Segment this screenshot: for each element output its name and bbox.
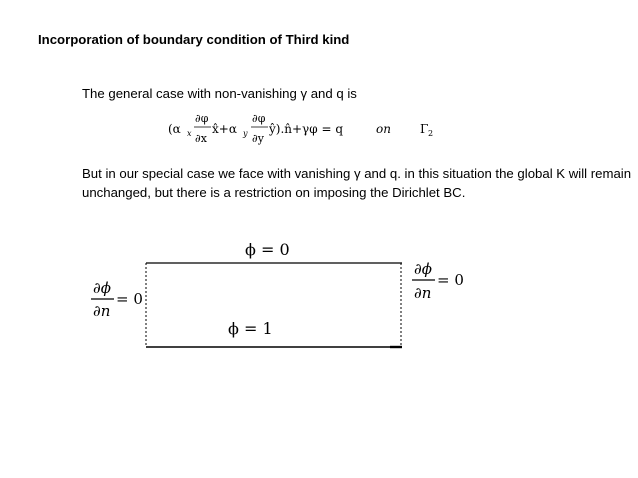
eq-rest: ŷ).n̂+γφ = q: [269, 122, 343, 136]
eq-den-y: ∂y: [252, 132, 264, 145]
eq-sub-x: x: [187, 129, 192, 138]
eq-gamma-sub: 2: [428, 129, 434, 138]
eq-gamma: Γ: [420, 122, 429, 136]
bottom-boundary-label: ϕ = 1: [228, 319, 273, 338]
left-bc-equals: = 0: [116, 290, 143, 308]
right-bc-numerator: ∂ϕ: [414, 260, 432, 278]
eq-num-y: ∂φ: [252, 112, 266, 125]
eq-xhat-alpha: x̂+α: [212, 122, 237, 136]
top-boundary-label: ϕ = 0: [245, 240, 290, 259]
eq-den-x: ∂x: [195, 132, 207, 145]
slide-title: Incorporation of boundary condition of Third kind: [38, 32, 350, 47]
eq-sub-y: y: [243, 129, 248, 138]
eq-num-x: ∂φ: [195, 112, 209, 125]
eq-on: on: [376, 122, 391, 136]
left-bc-denominator: ∂n: [93, 302, 111, 320]
left-bc-numerator: ∂ϕ: [93, 279, 111, 297]
explanation-paragraph: But in our special case we face with vanishing γ and q. in this situation the global K will remain unchanged, but there is a restriction on imposing the Dirichlet BC.: [82, 166, 632, 200]
right-bc-denominator: ∂n: [414, 284, 432, 302]
right-bc-equals: = 0: [437, 271, 464, 289]
eq-open-alpha: (α: [168, 122, 181, 136]
intro-text: The general case with non-vanishing γ and q is: [82, 86, 357, 101]
